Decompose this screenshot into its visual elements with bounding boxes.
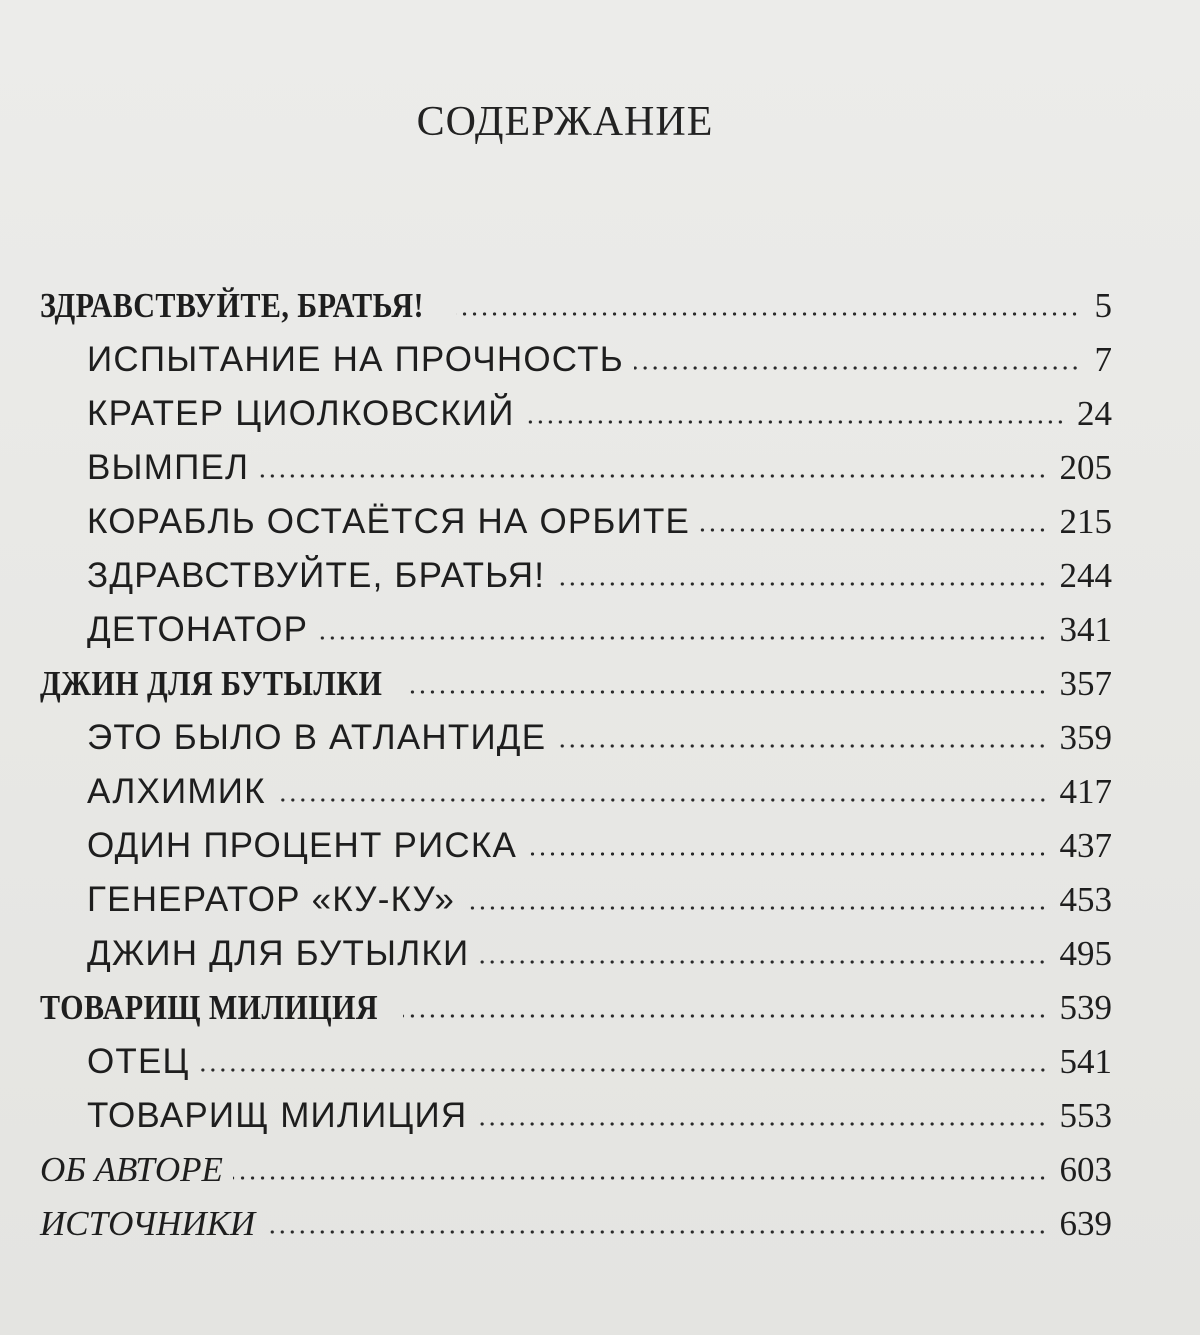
toc-entry	[40, 866, 1112, 920]
toc-entry-label: ОБ АВТОРЕ	[40, 1150, 223, 1189]
toc-leader-dots	[259, 472, 1047, 480]
toc-entry-page: 437	[1059, 826, 1112, 865]
toc-entry	[40, 758, 1112, 812]
toc-entry	[40, 272, 1112, 326]
toc-entry	[40, 1190, 1112, 1244]
toc-leader-dots	[479, 958, 1047, 966]
toc-entry	[40, 434, 1112, 488]
toc-entry-label: ИСПЫТАНИЕ НА ПРОЧНОСТЬ	[87, 340, 624, 379]
toc-entry-page: 639	[1059, 1204, 1112, 1243]
toc-entry	[40, 920, 1112, 974]
toc-entry-label: КОРАБЛЬ ОСТАЁТСЯ НА ОРБИТЕ	[87, 502, 691, 541]
toc-leader-dots	[276, 796, 1048, 804]
toc-entry-label: ЗДРАВСТВУЙТЕ, БРАТЬЯ!	[40, 286, 424, 325]
toc-leader-dots	[465, 904, 1047, 912]
toc-entry-page: 205	[1059, 448, 1112, 487]
toc-leader-dots	[318, 634, 1047, 642]
toc-entry-label: ДЖИН ДЛЯ БУТЫЛКИ	[87, 934, 470, 973]
toc-entry	[40, 812, 1112, 866]
toc-leader-dots	[556, 742, 1047, 750]
toc-entry	[40, 650, 1112, 704]
toc-entry-page: 5	[1094, 286, 1112, 325]
toc-leader-dots	[200, 1066, 1048, 1074]
toc-entry-page: 357	[1059, 664, 1112, 703]
toc-entry-page: 24	[1077, 394, 1112, 433]
toc-entry-page: 7	[1094, 340, 1112, 379]
toc-entry-label: КРАТЕР ЦИОЛКОВСКИЙ	[87, 394, 515, 433]
toc-entry-label: ЗДРАВСТВУЙТЕ, БРАТЬЯ!	[87, 556, 546, 595]
toc-leader-dots	[477, 1120, 1047, 1128]
toc-entry-label: ЭТО БЫЛО В АТЛАНТИДЕ	[87, 718, 547, 757]
toc-entry-label: ТОВАРИЩ МИЛИЦИЯ	[87, 1096, 468, 1135]
toc-leader-dots	[403, 1012, 1047, 1020]
toc-entry	[40, 596, 1112, 650]
toc-entry	[40, 1028, 1112, 1082]
toc-entry-label: АЛХИМИК	[87, 772, 266, 811]
toc-entry	[40, 326, 1112, 380]
toc-entry-label: ГЕНЕРАТОР «КУ-КУ»	[87, 880, 456, 919]
toc-entry-label: ДЖИН ДЛЯ БУТЫЛКИ	[40, 664, 383, 703]
toc-entry	[40, 488, 1112, 542]
toc-entry-page: 417	[1059, 772, 1112, 811]
toc-entry-label: ОДИН ПРОЦЕНТ РИСКА	[87, 826, 517, 865]
toc-entry-label: ВЫМПЕЛ	[87, 448, 250, 487]
toc-leader-dots	[555, 580, 1047, 588]
toc-entry	[40, 380, 1112, 434]
toc-entry	[40, 1136, 1112, 1190]
toc-entry-page: 453	[1059, 880, 1112, 919]
toc-leader-dots	[700, 526, 1047, 534]
toc-entry-page: 495	[1059, 934, 1112, 973]
toc-entry-page: 215	[1059, 502, 1112, 541]
toc-entry-page: 603	[1059, 1150, 1112, 1189]
toc-leader-dots	[233, 1174, 1048, 1182]
toc-entry-page: 359	[1059, 718, 1112, 757]
toc-leader-dots	[265, 1228, 1047, 1236]
toc-entry-page: 553	[1059, 1096, 1112, 1135]
toc-entry	[40, 704, 1112, 758]
toc-entry	[40, 542, 1112, 596]
toc-entry-page: 541	[1059, 1042, 1112, 1081]
toc-entry	[40, 1082, 1112, 1136]
toc-entry	[40, 974, 1112, 1028]
toc-leader-dots	[527, 850, 1048, 858]
toc-entry-label: ИСТОЧНИКИ	[40, 1204, 256, 1243]
toc-entry-page: 341	[1059, 610, 1112, 649]
toc-leader-dots	[456, 310, 1080, 318]
toc-entry-label: ОТЕЦ	[87, 1042, 190, 1081]
toc-leader-dots	[408, 688, 1047, 696]
toc-leader-dots	[525, 418, 1065, 426]
toc-leader-dots	[634, 364, 1080, 372]
toc-entry-label: ДЕТОНАТОР	[87, 610, 309, 649]
toc-entry-page: 244	[1059, 556, 1112, 595]
page-title: СОДЕРЖАНИЕ	[416, 99, 714, 145]
toc-entry-page: 539	[1059, 988, 1112, 1027]
toc-entry-label: ТОВАРИЩ МИЛИЦИЯ	[40, 988, 379, 1027]
